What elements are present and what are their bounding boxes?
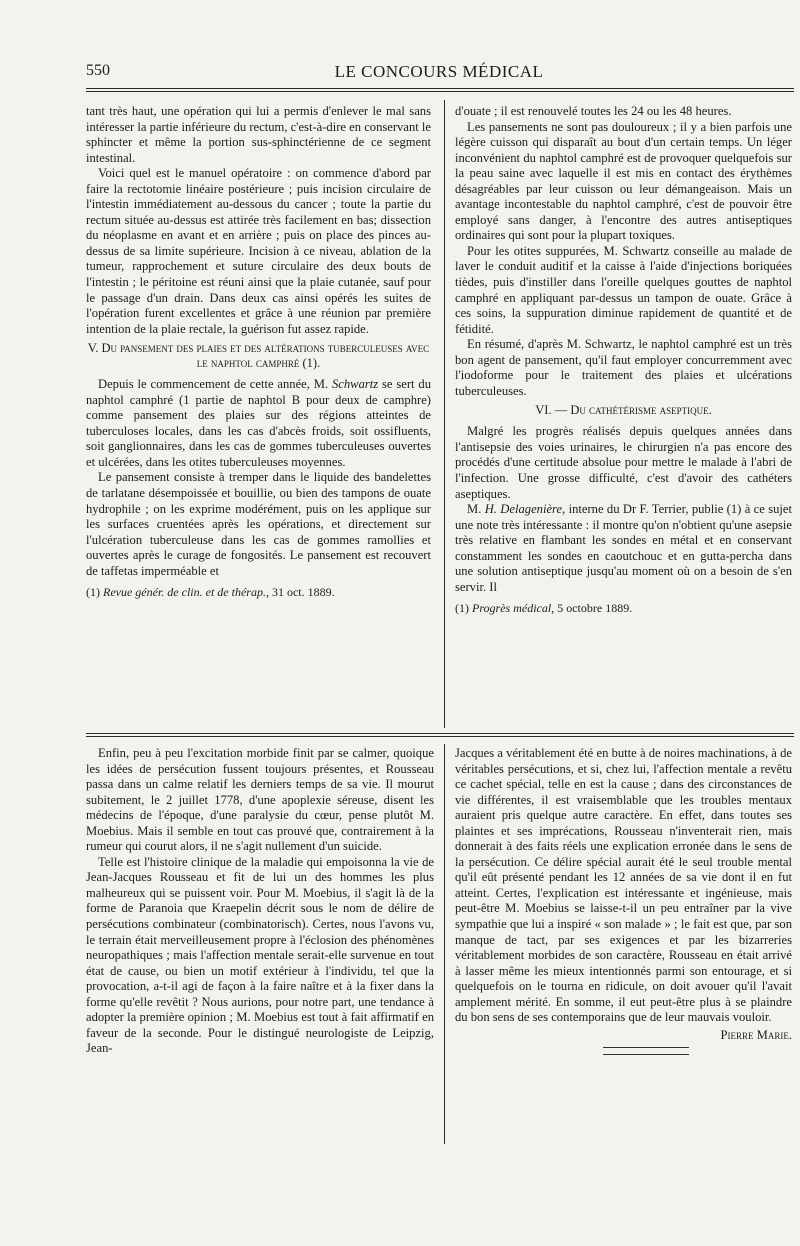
paragraph: En résumé, d'après M. Schwartz, le naphtol camphré est un très bon agent de pansement, qu'il faut employer concurremment avec l'iodoforme pour le traitement des plaies et ulcérations tuberculeuses. (455, 337, 792, 398)
column-divider (444, 100, 445, 728)
paragraph: tant très haut, une opération qui lui a permis d'enlever le mal sans intéresser la partie inférieure du rectum, c'est-à-dire en conservant le sphincter et même la portion sus-sphinctérienne de ce segment intestinal. (86, 104, 431, 165)
section-rule-double (86, 736, 794, 737)
author-name: Schwartz (331, 377, 379, 392)
author-name: H. Delagenière (484, 502, 563, 517)
footnote: (1) Progrès médical, 5 octobre 1889. (455, 601, 633, 616)
page-header (86, 62, 792, 84)
section-rule (86, 733, 794, 734)
header-rule (86, 88, 794, 89)
top-left-column (86, 104, 431, 601)
paragraph: Telle est l'histoire clinique de la maladie qui empoisonna la vie de Jean-Jacques Rousseau et fit de lui un des hommes les plus malheureux qui se puissent voir. Pour M. Moebius, il s'agit là de la forme de Paranoia que Kraepelin décrit sous le nom de délire de persécutions combinateur (combinatorisch). Certes, nous l'avons vu, le terrain était merveilleusement propre à l'éclosion des phénomènes neuropathiques ; mais l'affection mentale serait-elle survenue en tout état de cause, ou bien un motif extérieur à l'individu, tel que la provocation, a-t-il agi de façon à la faire naître et à la fixer dans la forme qu'elle revêtit ? Nous aurions, pour notre part, une tendance à adopter la première opinion ; M. Moebius est tout à fait affirmatif en faveur de la seconde. Pour le distingué neurologiste de Leipzig, Jean- (86, 854, 434, 1056)
paragraph: Voici quel est le manuel opératoire : on commence d'abord par faire la rectotomie linéaire postérieure ; puis incision circulaire de l'intestin immédiatement au-dessous du cancer ; toute la partie du rectum située au-dessus est attirée très facilement en bas; dissection du néoplasme en avant et en arrière ; puis on place des pinces au-dessus de sa limite supérieure. Incision à ce niveau, ablation de la tumeur, rapprochement et suture circulaire des deux bouts de l'intestin ; le péritoine est réuni ainsi que la plaie cutanée, sauf pour le passage d'un drain. Dans deux cas ainsi opérés les suites de l'opération furent excellentes et grâce à une réunion par première intention de la plaie rectale, la guérison fut assez rapide. (86, 166, 431, 336)
paragraph: Jacques a véritablement été en butte à de noires machinations, à de véritables persécutions, et si, chez lui, l'affection mentale a revêtu ce cachet spécial, telle en est la cause ; dans des circonstances de vie différentes, il est vraisemblable que les troubles mentaux auraient pris quelque autre caractère. En effet, dans toutes ses plaintes et ses imprécations, Rousseau n'inventerait rien, mais donnerait à des faits réels une explication erronée dans le sens de la persécution. Ce délire spécial aurait été le seul trouble mental qu'il eût présenté pendant les 12 années de sa vie dont il en fut atteint. Certes, l'explication est intéressante et ingénieuse, mais peut-être M. Moebius se laisse-t-il un peu entraîner par la vive sympathie que lui a inspiré « son malade » ; le fait est que, par son manque de tact, par ses exigences et par les bizarreries véritablement morbides de son caractère, Rousseau en était arrivé à lasser même les mieux intentionnés parmi son entourage, et si quelquefois on le tourna en ridicule, on doit avouer qu'il l'avait amplement mérité. En somme, il eut peut-être plus à se plaindre du bon sens de ses contemporains que de leur mauvais vouloir. (455, 746, 792, 1025)
paragraph: Les pansements ne sont pas douloureux ; il y a bien parfois une légère cuisson qui disparaît au bout d'un certain temps. Un léger inconvénient du naphtol camphré est de provoquer quelquefois sur la peau saine avec laquelle il est mis en contact des érythèmes désagréables par leur cuisson ou leur démangeaison. Mais un avantage incontestable du naphtol camphré, c'est de pouvoir être employé sans danger, à l'encontre des autres antiseptiques ordinaires qui sont pour la plupart toxiques. (455, 119, 792, 243)
paragraph: Pour les otites suppurées, M. Schwartz conseille au malade de laver le conduit auditif et la caisse à l'aide d'injections boriquées tièdes, puis d'instiller dans l'oreille quelques gouttes de naphtol camphré en appliquant par-dessus un tampon de ouate. Grâce à ces soins, la suppuration diminue rapidement de quantité et de fétidité. (455, 243, 792, 336)
paragraph: Enfin, peu à peu l'excitation morbide finit par se calmer, quoique les idées de persécution fussent toujours présentes, et Rousseau passa dans un calme relatif les derniers temps de sa vie. Il mourut subitement, le 2 juillet 1778, d'une apoplexie séreuse, disent les médecins de l'époque, d'une paralysie du cœur, pense plutôt M. Moebius. Mais il semble en tout cas prouvé que, contrairement à la rumeur qui courut alors, il ne s'agit nullement d'un suicide. (86, 746, 434, 854)
author-signature: Pierre Marie. (720, 1027, 792, 1042)
paragraph: M. H. Delagenière, interne du Dr F. Terrier, publie (1) à ce sujet une note très intéressante : il montre qu'on n'obtient qu'une asepsie très relative en flambant les sondes en métal et en conservant constamment les sondes en caoutchouc et en gutta-percha dans une solution antiseptique jusqu'au moment où on a besoin de s'en servir. Il (455, 502, 792, 594)
end-ornament (603, 1047, 689, 1055)
section-heading-v: V. Du pansement des plaies et des altérations tuberculeuses avec le naphtol camphré (1). (87, 341, 430, 371)
top-right-column (455, 104, 792, 617)
journal-title: LE CONCOURS MÉDICAL (334, 62, 544, 81)
bottom-right-column (455, 746, 792, 1055)
footnote: (1) Revue génér. de clin. et de thérap., 31 oct. 1889. (86, 585, 335, 600)
paragraph: Depuis le commencement de cette année, M. Schwartz se sert du naphtol camphré (1 partie de naphtol B pour deux de camphre) comme pansement des plaies sur des régions atteintes de tuberculoses locales, dans les cas d'abcès froids, soit ossifluents, soit ganglionnaires, dans les cas de gommes tuberculeuses ouvertes et ulcérées, dans les otites tuberculeuses moyennes. (86, 377, 431, 469)
bottom-left-column (86, 746, 434, 1057)
header-rule-double (86, 91, 794, 92)
column-divider (444, 744, 445, 1144)
section-heading-vi: VI. — Du cathétérisme aseptique. (535, 403, 712, 418)
paragraph: Malgré les progrès réalisés depuis quelques années dans l'antisepsie des voies urinaires, le chirurgien n'a pas encore des procédés d'une certitude absolue pour mettre le malade à l'abri de l'infection. Une grosse difficulté, c'est d'avoir des cathéters aseptiques. (455, 424, 792, 501)
paragraph: Le pansement consiste à tremper dans le liquide des bandelettes de tarlatane désempoissée et bouillie, ou bien des tampons de ouate hydrophile ; on les exprime modérément, puis on les applique sur les surfaces cruentées après les opérations, et directement sur l'ulcération tuberculeuse dans les cas de gommes ramollies et ouvertes après le curage de fongosités. Le pansement est recouvert de taffetas imperméable et (86, 470, 431, 578)
page-number: 550 (86, 62, 110, 79)
paragraph: d'ouate ; il est renouvelé toutes les 24 ou les 48 heures. (455, 104, 732, 118)
